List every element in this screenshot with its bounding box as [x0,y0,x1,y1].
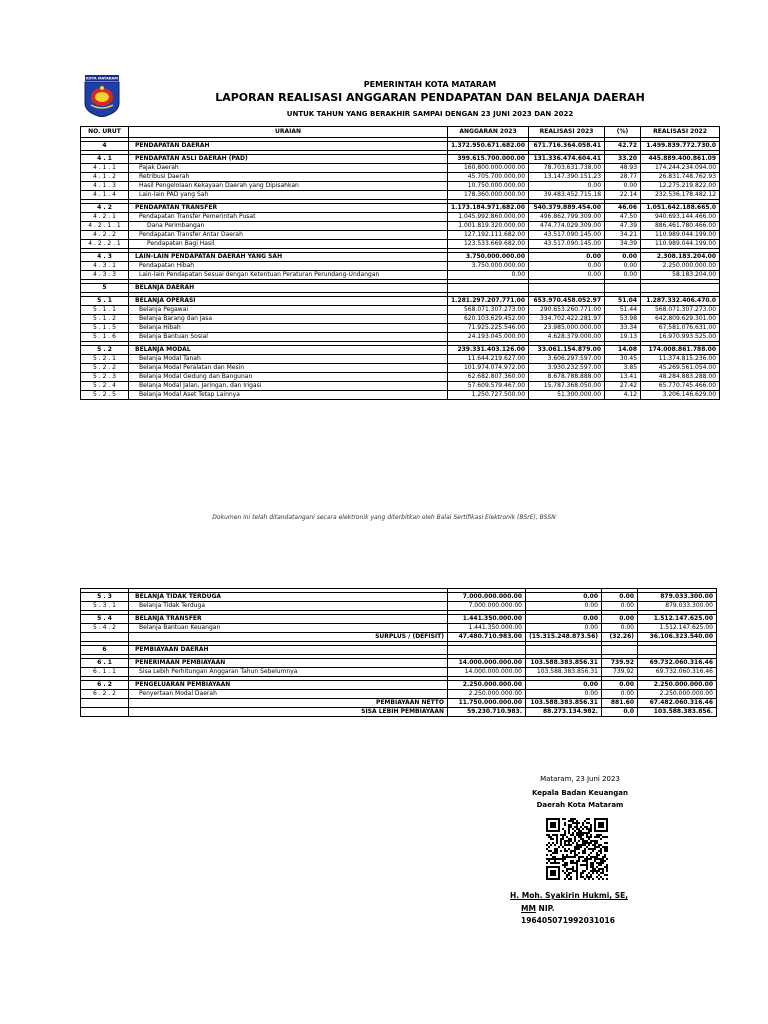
row-realisasi-2023: 15.787.368.050.00 [529,382,605,391]
row-anggaran-2023: 62.682.807.360.00 [448,373,529,382]
row-realisasi-2023: 103.588.383.856.31 [526,668,602,677]
row-number: 4 . 1 . 1 [81,164,129,173]
signatory-nip: 196405071992031016 [521,916,615,925]
row-anggaran-2023 [448,284,529,293]
row-realisasi-2023: 334.702.422.281.97 [529,315,605,324]
table-row [81,253,720,262]
row-anggaran-2023: 1.173.184.971.682.00 [448,204,529,213]
row-realisasi-2023: 0.00 [526,602,602,611]
budget-table-part-2 [80,588,717,717]
row-description: Pendapatan Transfer Pemerintah Pusat [129,213,448,222]
table-row [81,182,720,191]
row-realisasi-2022: 1.512.147.625.00 [638,615,717,624]
row-percent: 0.00 [605,182,641,191]
report-period: UNTUK TAHUN YANG BERAKHIR SAMPAI DENGAN 23 JUNI 2023 DAN 2022 [286,110,574,118]
row-realisasi-2022: 48.284.883.288.00 [641,373,720,382]
government-name: PEMERINTAH KOTA MATARAM [363,80,497,89]
row-anggaran-2023: 239.331.403.126.00 [448,346,529,355]
signatory-name: H. Moh. Syakirin Hukmi, SE, [510,891,629,900]
row-percent: 51.04 [605,297,641,306]
row-number: 5 . 2 . 3 [81,373,129,382]
row-description: PENDAPATAN TRANSFER [129,204,448,213]
row-anggaran-2023 [448,646,526,655]
row-number: 4 . 1 [81,155,129,164]
row-anggaran-2023: 71.925.225.546.00 [448,324,529,333]
row-description: Belanja Modal Gedung dan Bangunan [129,373,448,382]
row-realisasi-2022 [638,646,717,655]
table-row [81,346,720,355]
table-row [81,633,717,642]
row-percent: 19.13 [605,333,641,342]
row-percent: 0.00 [602,615,638,624]
row-realisasi-2022: 69.732.060.316.46 [638,668,717,677]
row-percent: 0.00 [605,262,641,271]
row-anggaran-2023: 1.001.819.320.000.00 [448,222,529,231]
row-number: 4 [81,142,129,151]
row-realisasi-2023: 653.970.458.052.97 [529,297,605,306]
row-anggaran-2023: 11.644.219.627.00 [448,355,529,364]
nip-label: NIP. [535,904,555,913]
row-description: Lain-lain PAD yang Sah [129,191,448,200]
table-row [81,306,720,315]
table-row [81,659,717,668]
row-realisasi-2023: 39.483.452.715.18 [529,191,605,200]
row-description: Hasil Pengelolaan Kekayaan Daerah yang Dipisahkan [129,182,448,191]
row-description: BELANJA TIDAK TERDUGA [129,593,448,602]
row-description: Belanja Modal Aset Tetap Lainnya [129,391,448,400]
row-percent: 0.00 [602,593,638,602]
row-realisasi-2022: 1.287.332.406.470.0 [641,297,720,306]
row-number: 4 . 1 . 2 [81,173,129,182]
row-realisasi-2023 [529,284,605,293]
row-number: 4 . 3 . 3 [81,271,129,280]
row-anggaran-2023: 3.750.000.000.00 [448,253,529,262]
row-number: 5 . 4 [81,615,129,624]
row-realisasi-2022: 16.970.993.525.00 [641,333,720,342]
row-anggaran-2023: 620.103.629.452.00 [448,315,529,324]
row-percent: 0.00 [605,253,641,262]
row-realisasi-2022 [641,284,720,293]
row-anggaran-2023: 24.193.045.000.00 [448,333,529,342]
row-anggaran-2023: 47.480.710.983.00 [448,633,526,642]
row-description: Belanja Tidak Terduga [129,602,448,611]
col-no-urut: NO. URUT [81,127,129,138]
row-percent: 30.45 [605,355,641,364]
table-row [81,646,717,655]
row-percent: 48.93 [605,164,641,173]
row-description: Lain-lain Pendapatan Sesuai dengan Ketentuan Peraturan Perundang-Undangan [129,271,448,280]
table-row [81,204,720,213]
row-realisasi-2023: 474.774.029.309.00 [529,222,605,231]
table-row [81,222,720,231]
signatory-title: MM [521,904,536,913]
row-number: 5 . 2 . 5 [81,391,129,400]
row-description: SISA LEBIH PEMBIAYAAN [129,708,448,717]
row-realisasi-2023: 51.300.000.00 [529,391,605,400]
row-anggaran-2023: 0.00 [448,271,529,280]
table-row [81,164,720,173]
table-row [81,155,720,164]
row-realisasi-2023: 78.703.631.738.00 [529,164,605,173]
row-anggaran-2023: 160.800.000.000.00 [448,164,529,173]
row-percent: 47.39 [605,222,641,231]
row-realisasi-2023: 3.606.297.597.00 [529,355,605,364]
row-number: 4 . 3 [81,253,129,262]
row-percent: 0.00 [605,271,641,280]
row-anggaran-2023: 1.441.350.000.00 [448,615,526,624]
row-realisasi-2022: 67.581.076.631.00 [641,324,720,333]
row-number: 4 . 2 . 2 . 1 [81,240,129,249]
row-number: 4 . 2 . 1 [81,213,129,222]
row-realisasi-2022: 65.770.745.466.00 [641,382,720,391]
row-number: 6 . 1 [81,659,129,668]
row-anggaran-2023: 123.533.669.682.00 [448,240,529,249]
row-number: 6 . 2 [81,681,129,690]
row-anggaran-2023: 10.750.000.000.00 [448,182,529,191]
row-percent: 14.08 [605,346,641,355]
row-percent: 27.42 [605,382,641,391]
row-realisasi-2022: 940.693.144.466.00 [641,213,720,222]
table-row [81,615,717,624]
row-realisasi-2022: 1.499.839.772.730.0 [641,142,720,151]
row-realisasi-2023: 8.678.788.888.00 [529,373,605,382]
row-realisasi-2022: 568.071.307.273.00 [641,306,720,315]
row-anggaran-2023: 2.250.000.000.00 [448,681,526,690]
row-percent: 47.50 [605,213,641,222]
row-number: 5 . 4 . 2 [81,624,129,633]
row-realisasi-2022: 103.588.383.856. [638,708,717,717]
row-anggaran-2023: 57.609.579.467.00 [448,382,529,391]
row-percent: 34.21 [605,231,641,240]
col-realisasi-2022: REALISASI 2022 [641,127,720,138]
row-number: 4 . 2 . 2 [81,231,129,240]
row-description: Penyertaan Modal Daerah [129,690,448,699]
row-description: PENGELUARAN PEMBIAYAAN [129,681,448,690]
row-description: Belanja Bantuan Sosial [129,333,448,342]
row-number: 6 . 2 . 2 [81,690,129,699]
row-description: Belanja Barang dan Jasa [129,315,448,324]
row-realisasi-2023: 290.653.260.771.00 [529,306,605,315]
table-row [81,324,720,333]
row-realisasi-2023: (15.315.248.873.56) [526,633,602,642]
row-realisasi-2023: 0.00 [529,271,605,280]
row-realisasi-2023: 0.00 [526,593,602,602]
row-anggaran-2023: 1.372.950.671.682.00 [448,142,529,151]
table-row [81,364,720,373]
row-description: PENDAPATAN ASLI DAERAH (PAD) [129,155,448,164]
signature-place-date: Mataram, 23 Juni 2023 [540,775,620,783]
row-realisasi-2022: 445.889.400.861.09 [641,155,720,164]
row-description: Sisa Lebih Perhitungan Anggaran Tahun Sebelumnya [129,668,448,677]
table-row [81,373,720,382]
row-percent: 34.39 [605,240,641,249]
row-realisasi-2023: 0.00 [529,262,605,271]
row-realisasi-2022: 110.989.044.199.00 [641,240,720,249]
col-anggaran-2023: ANGGARAN 2023 [448,127,529,138]
row-number: 5 . 2 . 4 [81,382,129,391]
row-realisasi-2022: 2.308.183.204.00 [641,253,720,262]
row-realisasi-2022: 67.482.060.316.46 [638,699,717,708]
row-anggaran-2023: 1.441.350.000.00 [448,624,526,633]
table-row [81,213,720,222]
row-description: Belanja Bantuan Keuangan [129,624,448,633]
row-realisasi-2023: 88.273.134.982. [526,708,602,717]
row-number: 5 . 2 . 1 [81,355,129,364]
signatory-title-nip [521,904,555,913]
row-description: BELANJA MODAL [129,346,448,355]
col-realisasi-2023: REALISASI 2023 [529,127,605,138]
row-realisasi-2022: 174.008.861.788.00 [641,346,720,355]
row-percent: 3.85 [605,364,641,373]
table-header-row [81,127,720,138]
budget-table-part-1 [80,126,720,400]
row-anggaran-2023: 1.045.992.860.000.00 [448,213,529,222]
table-row [81,355,720,364]
row-number: 5 . 1 . 5 [81,324,129,333]
row-number: 4 . 2 [81,204,129,213]
row-anggaran-2023: 11.750.000.000.00 [448,699,526,708]
row-realisasi-2023: 23.985.000.000.00 [529,324,605,333]
row-number [81,633,129,642]
row-description: BELANJA DAERAH [129,284,448,293]
table-row [81,173,720,182]
row-percent: 28.77 [605,173,641,182]
row-percent: 739.92 [602,668,638,677]
row-number: 5 . 3 . 1 [81,602,129,611]
row-realisasi-2022: 3.206.146.629.00 [641,391,720,400]
table-row [81,668,717,677]
row-number: 4 . 1 . 4 [81,191,129,200]
row-anggaran-2023: 7.000.000.000.00 [448,593,526,602]
row-percent: 13.41 [605,373,641,382]
row-anggaran-2023: 1.281.297.207.771.00 [448,297,529,306]
row-realisasi-2022: 69.732.060.316.46 [638,659,717,668]
row-description: BELANJA OPERASI [129,297,448,306]
table-row [81,240,720,249]
row-realisasi-2022: 1.512.147.625.00 [638,624,717,633]
row-realisasi-2022: 879.033.300.00 [638,593,717,602]
row-number [81,699,129,708]
row-description: Belanja Hibah [129,324,448,333]
row-description: Belanja Pegawai [129,306,448,315]
row-description: Retribusi Daerah [129,173,448,182]
row-percent [602,646,638,655]
table-row [81,271,720,280]
row-number: 4 . 2 . 1 . 1 [81,222,129,231]
row-realisasi-2022: 2.250.000.000.00 [638,681,717,690]
row-realisasi-2022: 879.033.300.00 [638,602,717,611]
row-realisasi-2023: 0.00 [529,182,605,191]
row-percent: 0.00 [602,602,638,611]
row-description: PEMBIAYAAN NETTO [129,699,448,708]
row-realisasi-2022: 26.831.748.762.93 [641,173,720,182]
row-number [81,708,129,717]
row-percent: 0.00 [602,624,638,633]
row-realisasi-2022: 2.250.000.000.00 [638,690,717,699]
table-row [81,624,717,633]
row-realisasi-2022: 642.809.629.301.00 [641,315,720,324]
row-realisasi-2022: 58.183.204.00 [641,271,720,280]
row-percent: 53.98 [605,315,641,324]
table-row [81,142,720,151]
row-realisasi-2023 [526,646,602,655]
row-number: 5 . 3 [81,593,129,602]
row-anggaran-2023: 568.071.307.273.00 [448,306,529,315]
row-realisasi-2023: 4.628.379.000.00 [529,333,605,342]
row-number: 4 . 1 . 3 [81,182,129,191]
row-percent: 0.00 [602,681,638,690]
row-anggaran-2023: 178.360.000.000.00 [448,191,529,200]
row-realisasi-2022: 110.989.044.199.00 [641,231,720,240]
row-percent: 881.60 [602,699,638,708]
row-anggaran-2023: 14.000.000.000.00 [448,668,526,677]
row-number: 6 [81,646,129,655]
row-realisasi-2023: 0.00 [529,253,605,262]
row-realisasi-2022: 45.269.561.054.00 [641,364,720,373]
table-row [81,681,717,690]
table-row [81,708,717,717]
row-percent: 46.06 [605,204,641,213]
kota-mataram-logo [79,75,125,117]
row-number: 4 . 3 . 1 [81,262,129,271]
row-realisasi-2022: 36.106.323.540.00 [638,633,717,642]
row-description: Dana Perimbangan [129,222,448,231]
signature-position-2: Daerah Kota Mataram [536,801,624,809]
row-anggaran-2023: 399.615.700.000.00 [448,155,529,164]
table-row [81,231,720,240]
row-anggaran-2023: 7.000.000.000.00 [448,602,526,611]
table-row [81,333,720,342]
row-percent: 0.0 [602,708,638,717]
table-row [81,284,720,293]
bsre-note: Dokumen ini telah ditandatangani secara elektronik yang diterbitkan oleh Balai Sertifikasi Elektronik (BSrE), BSSN [212,514,556,521]
row-description: Pendapatan Hibah [129,262,448,271]
row-number: 5 . 1 . 6 [81,333,129,342]
row-realisasi-2023: 0.00 [526,624,602,633]
table-row [81,382,720,391]
row-description: Belanja Modal Tanah [129,355,448,364]
row-anggaran-2023: 3.750.000.000.00 [448,262,529,271]
row-description: Pendapatan Transfer Antar Daerah [129,231,448,240]
row-anggaran-2023: 101.974.074.972.00 [448,364,529,373]
row-description: Pendapatan Bagi Hasil [129,240,448,249]
row-realisasi-2023: 13.147.390.151.23 [529,173,605,182]
row-anggaran-2023: 45.705.700.000.00 [448,173,529,182]
row-realisasi-2023: 43.517.090.145.00 [529,240,605,249]
col-uraian: URAIAN [129,127,448,138]
table-row [81,262,720,271]
table-row [81,315,720,324]
row-description: SURPLUS / (DEFISIT) [129,633,448,642]
row-realisasi-2023: 43.517.090.145.00 [529,231,605,240]
row-realisasi-2022: 232.536.178.482.12 [641,191,720,200]
row-realisasi-2023: 496.862.799.309.00 [529,213,605,222]
row-description: Belanja Modal Jalan, Jaringan, dan Irigasi [129,382,448,391]
row-percent: 42.72 [605,142,641,151]
row-realisasi-2023: 3.930.232.597.00 [529,364,605,373]
row-percent: 22.14 [605,191,641,200]
report-title: LAPORAN REALISASI ANGGARAN PENDAPATAN DAN BELANJA DAERAH [215,91,645,104]
table-row [81,391,720,400]
row-realisasi-2023: 131.336.474.604.41 [529,155,605,164]
row-percent [605,284,641,293]
row-anggaran-2023: 127.192.111.682.00 [448,231,529,240]
row-number: 5 . 1 . 1 [81,306,129,315]
row-description: PENERIMAAN PEMBIAYAAN [129,659,448,668]
row-description: LAIN-LAIN PENDAPATAN DAERAH YANG SAH [129,253,448,262]
row-anggaran-2023: 14.000.000.000.00 [448,659,526,668]
row-percent: 0.00 [602,690,638,699]
row-realisasi-2022: 886.461.780.466.00 [641,222,720,231]
row-realisasi-2023: 0.00 [526,690,602,699]
row-description: PENDAPATAN DAERAH [129,142,448,151]
row-description: Belanja Modal Peralatan dan Mesin [129,364,448,373]
row-anggaran-2023: 59.230.710.983. [448,708,526,717]
row-realisasi-2023: 103.588.383.856.31 [526,659,602,668]
row-number: 5 [81,284,129,293]
signature-position-1: Kepala Badan Keuangan [531,789,628,797]
row-anggaran-2023: 2.250.000.000.00 [448,690,526,699]
row-percent: 4.12 [605,391,641,400]
row-number: 5 . 1 . 2 [81,315,129,324]
row-realisasi-2023: 671.716.364.058.41 [529,142,605,151]
table-row [81,593,717,602]
row-description: PEMBIAYAAN DAERAH [129,646,448,655]
table-row [81,690,717,699]
row-realisasi-2023: 0.00 [526,681,602,690]
row-number: 5 . 2 [81,346,129,355]
table-row [81,602,717,611]
table-row [81,699,717,708]
row-realisasi-2022: 174.244.234.094.00 [641,164,720,173]
row-realisasi-2022: 1.051.642.188.665.0 [641,204,720,213]
row-realisasi-2022: 12.275.219.822.00 [641,182,720,191]
row-realisasi-2023: 0.00 [526,615,602,624]
table-row [81,191,720,200]
row-realisasi-2023: 103.588.383.856.31 [526,699,602,708]
row-number: 5 . 2 . 2 [81,364,129,373]
row-percent: (32.26) [602,633,638,642]
row-realisasi-2022: 2.250.000.000.00 [641,262,720,271]
row-realisasi-2023: 33.061.154.879.00 [529,346,605,355]
row-percent: 51.44 [605,306,641,315]
row-percent: 33.34 [605,324,641,333]
qr-code [546,818,608,880]
logo-text: KOTA MATARAM [85,76,119,81]
col-percent: (%) [605,127,641,138]
row-number: 6 . 1 . 1 [81,668,129,677]
row-percent: 739.92 [602,659,638,668]
row-description: BELANJA TRANSFER [129,615,448,624]
row-anggaran-2023: 1.250.727.500.00 [448,391,529,400]
row-description: Pajak Daerah [129,164,448,173]
table-row [81,297,720,306]
row-realisasi-2023: 540.379.889.454.00 [529,204,605,213]
row-percent: 33.20 [605,155,641,164]
row-number: 5 . 1 [81,297,129,306]
row-realisasi-2022: 11.374.815.236.00 [641,355,720,364]
